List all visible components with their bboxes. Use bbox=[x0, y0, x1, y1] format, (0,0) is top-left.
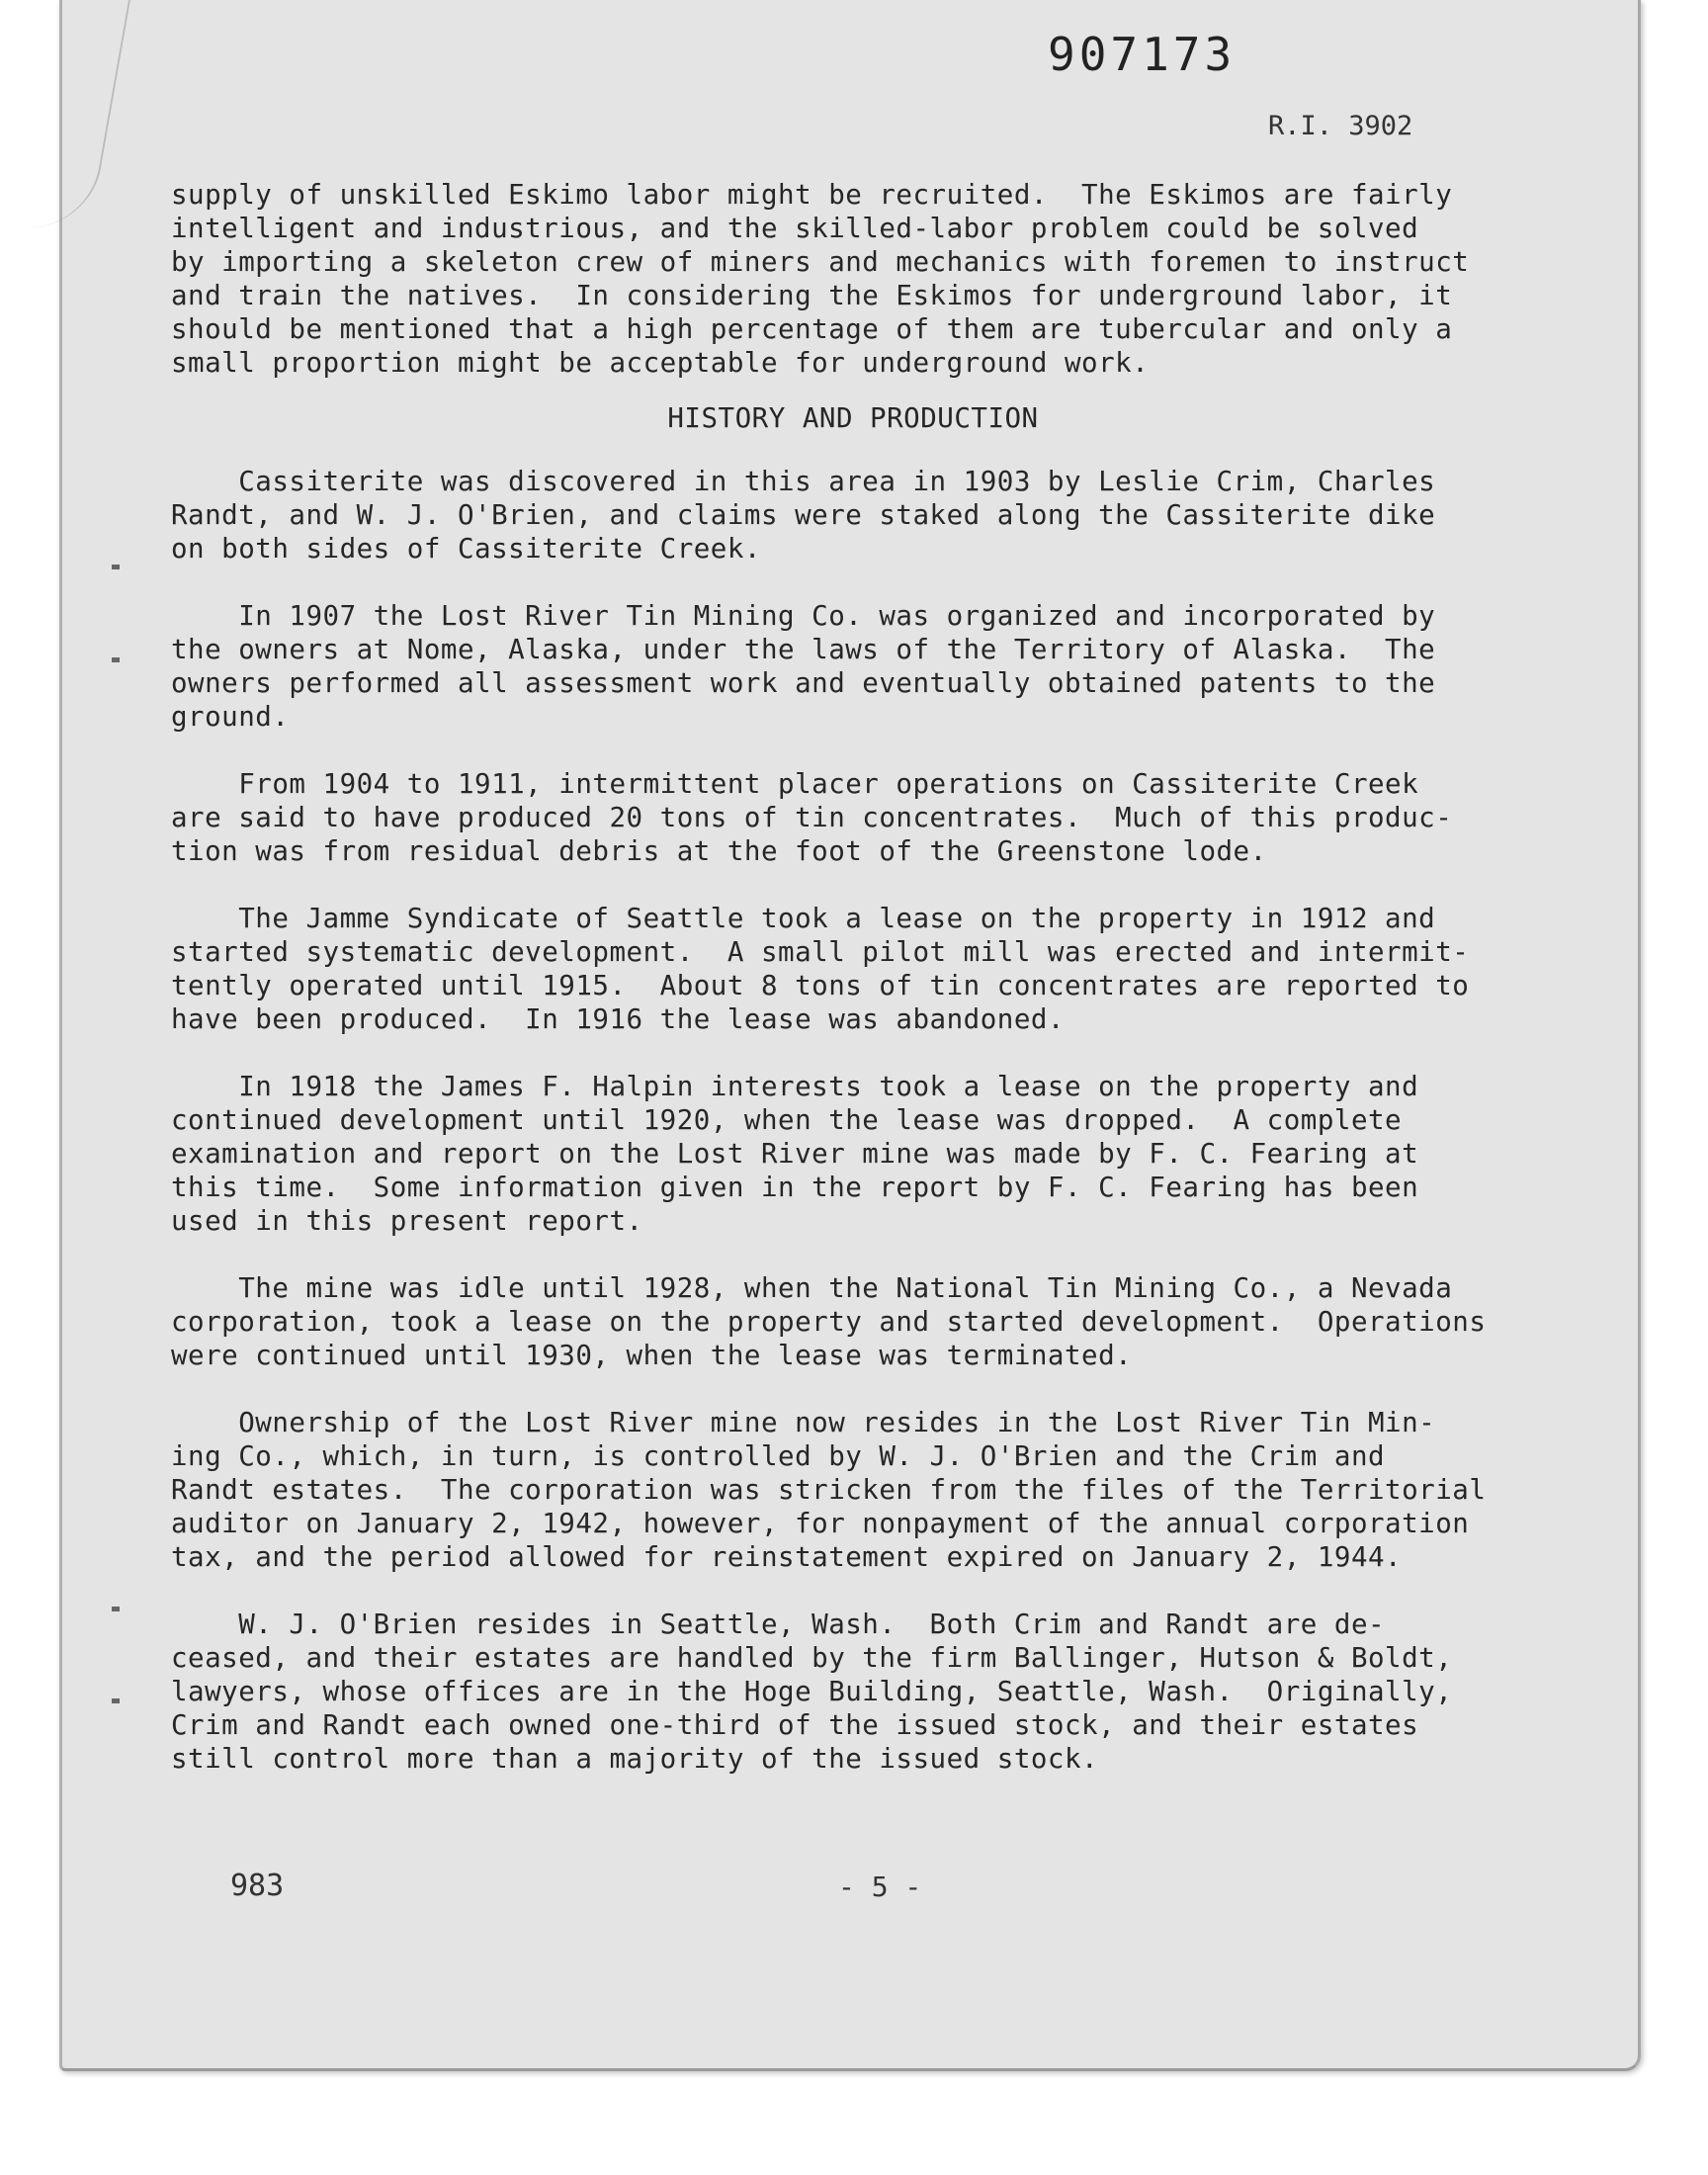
text-line: were continued until 1930, when the lease was terminated. bbox=[171, 1340, 1133, 1371]
text-line: and train the natives. In considering the Eskimos for underground labor, it bbox=[171, 280, 1453, 311]
text-line: supply of unskilled Eskimo labor might be recruited. The Eskimos are fairly bbox=[171, 179, 1453, 211]
footer-number: 983 bbox=[230, 1869, 285, 1903]
paragraph-intro bbox=[171, 178, 1535, 380]
text-line: by importing a skeleton crew of miners and mechanics with foremen to instruct bbox=[171, 246, 1470, 278]
text-line: In 1907 the Lost River Tin Mining Co. was organized and incorporated by bbox=[171, 600, 1436, 632]
text-line: owners performed all assessment work and eventually obtained patents to the bbox=[171, 667, 1436, 699]
text-line: continued development until 1920, when the lease was dropped. A complete bbox=[171, 1104, 1403, 1136]
text-line: intelligent and industrious, and the skilled-labor problem could be solved bbox=[171, 213, 1419, 244]
text-line: ing Co., which, in turn, is controlled by W. J. O'Brien and the Crim and bbox=[171, 1440, 1386, 1472]
paragraph-ownership bbox=[171, 1406, 1535, 1574]
text-line: auditor on January 2, 1942, however, for nonpayment of the annual corporation bbox=[171, 1508, 1470, 1539]
text-line: tax, and the period allowed for reinstatement expired on January 2, 1944. bbox=[171, 1541, 1403, 1573]
text-line: tently operated until 1915. About 8 tons of tin concentrates are reported to bbox=[171, 970, 1470, 1001]
paragraph-national-tin bbox=[171, 1271, 1535, 1372]
text-line: corporation, took a lease on the property and started development. Operations bbox=[171, 1306, 1487, 1338]
text-line: started systematic development. A small pilot mill was erected and intermit- bbox=[171, 936, 1470, 968]
text-line: examination and report on the Lost River mine was made by F. C. Fearing at bbox=[171, 1138, 1419, 1170]
text-line: ceased, and their estates are handled by the firm Ballinger, Hutson & Boldt, bbox=[171, 1642, 1453, 1674]
text-line: In 1918 the James F. Halpin interests took a lease on the property and bbox=[171, 1071, 1419, 1102]
text-line: Randt estates. The corporation was stricken from the files of the Territorial bbox=[171, 1474, 1487, 1506]
margin-mark bbox=[112, 657, 120, 662]
paragraph-obrien-residence bbox=[171, 1608, 1535, 1776]
text-line: ground. bbox=[171, 701, 290, 733]
document-body bbox=[171, 178, 1535, 1776]
text-line: small proportion might be acceptable for underground work. bbox=[171, 347, 1150, 379]
margin-mark bbox=[112, 1698, 120, 1703]
section-heading: HISTORY AND PRODUCTION bbox=[667, 402, 1039, 434]
text-line: still control more than a majority of the issued stock. bbox=[171, 1743, 1099, 1775]
text-line: this time. Some information given in the report by F. C. Fearing has been bbox=[171, 1172, 1419, 1203]
text-line: Ownership of the Lost River mine now resides in the Lost River Tin Min- bbox=[171, 1407, 1436, 1438]
paragraph-incorporation bbox=[171, 599, 1535, 734]
text-line: From 1904 to 1911, intermittent placer operations on Cassiterite Creek bbox=[171, 768, 1419, 800]
text-line: Cassiterite was discovered in this area in 1903 by Leslie Crim, Charles bbox=[171, 466, 1436, 497]
document-number: 907173 bbox=[1048, 28, 1237, 81]
text-line: W. J. O'Brien resides in Seattle, Wash. Both Crim and Randt are de- bbox=[171, 1609, 1386, 1640]
page-fold bbox=[19, 0, 130, 227]
text-line: the owners at Nome, Alaska, under the laws of the Territory of Alaska. The bbox=[171, 634, 1436, 665]
text-line: have been produced. In 1916 the lease was abandoned. bbox=[171, 1003, 1065, 1035]
text-line: tion was from residual debris at the foot of the Greenstone lode. bbox=[171, 835, 1267, 867]
text-line: on both sides of Cassiterite Creek. bbox=[171, 533, 761, 565]
text-line: are said to have produced 20 tons of tin concentrates. Much of this produc- bbox=[171, 802, 1453, 833]
text-line: Randt, and W. J. O'Brien, and claims were staked along the Cassiterite dike bbox=[171, 499, 1436, 531]
text-line: lawyers, whose offices are in the Hoge Building, Seattle, Wash. Originally, bbox=[171, 1676, 1453, 1707]
text-line: The Jamme Syndicate of Seattle took a lease on the property in 1912 and bbox=[171, 903, 1436, 934]
text-line: Crim and Randt each owned one-third of the issued stock, and their estates bbox=[171, 1709, 1419, 1741]
paragraph-halpin-interests bbox=[171, 1070, 1535, 1238]
report-id: R.I. 3902 bbox=[1268, 111, 1413, 141]
margin-mark bbox=[112, 1607, 120, 1611]
text-line: The mine was idle until 1928, when the National Tin Mining Co., a Nevada bbox=[171, 1272, 1453, 1304]
margin-mark bbox=[112, 565, 120, 569]
text-line: should be mentioned that a high percentage of them are tubercular and only a bbox=[171, 313, 1453, 345]
page-number: - 5 - bbox=[838, 1870, 922, 1903]
paragraph-jamme-syndicate bbox=[171, 902, 1535, 1036]
paragraph-discovery bbox=[171, 465, 1535, 566]
paragraph-placer-operations bbox=[171, 767, 1535, 868]
text-line: used in this present report. bbox=[171, 1205, 643, 1237]
